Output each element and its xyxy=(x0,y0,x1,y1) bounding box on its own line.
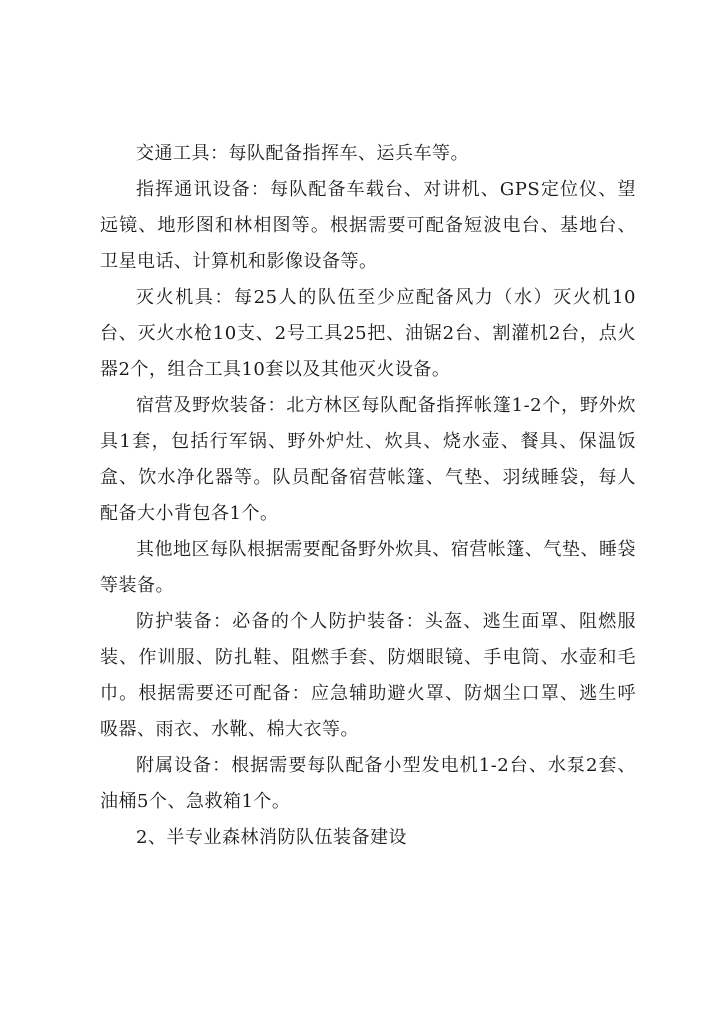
section-heading: 2、半专业森林消防队伍装备建设 xyxy=(136,827,407,848)
paragraph-firefighting-tools: 灭火机具：每25人的队伍至少应配备风力（水）灭火机10台、灭火水枪10支、2号工具25把、油锯2台、割灌机2台，点火器2个，组合工具10套以及其他灭火设备。 xyxy=(100,287,636,380)
paragraph-other-regions: 其他地区每队根据需要配备野外炊具、宿营帐篷、气垫、睡袋等装备。 xyxy=(100,539,636,596)
paragraph-communication: 指挥通讯设备：每队配备车载台、对讲机、GPS定位仪、望远镜、地形图和林相图等。根据需要可配备短波电台、基地台、卫星电话、计算机和影像设备等。 xyxy=(100,179,636,272)
document-body xyxy=(100,136,636,856)
paragraph-transport: 交通工具：每队配备指挥车、运兵车等。 xyxy=(136,143,469,164)
paragraph-camping-gear: 宿营及野炊装备：北方林区每队配备指挥帐篷1-2个，野外炊具1套，包括行军锅、野外炉灶、炊具、烧水壶、餐具、保温饭盒、饮水净化器等。队员配备宿营帐篷、气垫、羽绒睡袋，每人配备大小背包各1个。 xyxy=(100,395,636,524)
paragraph-auxiliary-equipment: 附属设备：根据需要每队配备小型发电机1-2台、水泵2套、油桶5个、急救箱1个。 xyxy=(100,755,636,812)
paragraph-protective-gear: 防护装备：必备的个人防护装备：头盔、逃生面罩、阻燃服装、作训服、防扎鞋、阻燃手套、防烟眼镜、手电筒、水壶和毛巾。根据需要还可配备：应急辅助避火罩、防烟尘口罩、逃生呼吸器、雨衣、水靴、棉大衣等。 xyxy=(100,611,636,740)
